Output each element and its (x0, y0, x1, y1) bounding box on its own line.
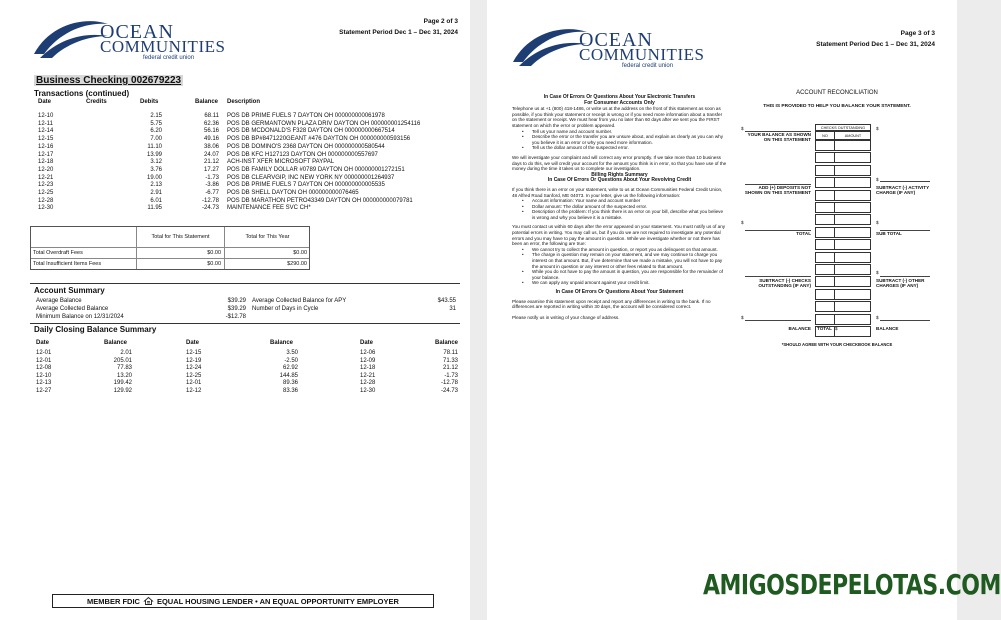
checks-grid-row[interactable] (815, 165, 871, 176)
wave-icon (509, 22, 589, 68)
account-title: Business Checking 002679223 (36, 75, 182, 86)
summary-value: 31 (449, 306, 456, 312)
tx-date: 12-16 (38, 143, 54, 150)
daily-date: 12-24 (186, 365, 202, 372)
entry-line (745, 230, 811, 231)
entry-line (880, 276, 930, 277)
tx-description: POS DB FAMILY DOLLAR #0789 DAYTON OH 000000001272151 (227, 166, 405, 173)
should-agree-note: *SHOULD AGREE WITH YOUR CHECKBOOK BALANCE (781, 342, 893, 347)
daily-balance: 83.36 (282, 388, 298, 394)
logo-fcu-text: federal credit union (143, 55, 195, 61)
dollar-sign: $ (876, 315, 879, 320)
tx-date: 12-18 (38, 159, 54, 166)
tx-description: POS DB BP#8471220GEANT #476 DAYTON OH 000000000593156 (227, 136, 411, 143)
tx-debit: 3.12 (150, 159, 162, 166)
daily-balance: 205.01 (113, 357, 132, 364)
daily-rule (30, 323, 460, 324)
tx-date: 12-23 (38, 182, 54, 189)
logo-fcu-text: federal credit union (622, 63, 674, 69)
grid-header-no: NO (822, 134, 828, 138)
entry-line (745, 131, 811, 132)
tx-debit: 19.00 (146, 174, 162, 181)
tx-debit: 11.95 (147, 205, 162, 212)
tx-description: POS DB SHELL DAYTON OH 000000000076465 (227, 190, 359, 196)
grid-header-row (815, 131, 871, 140)
checks-grid-row[interactable] (815, 239, 871, 250)
tx-balance: 56.16 (203, 128, 219, 135)
fees-row-year: $290.00 (224, 259, 310, 269)
checks-grid-row[interactable] (815, 202, 871, 213)
daily-balance: 78.11 (443, 350, 458, 356)
daily-header-balance: Balance (270, 340, 294, 346)
daily-balance: 144.85 (279, 372, 298, 379)
daily-date: 12-21 (360, 372, 376, 379)
tx-debit: 2.15 (150, 113, 162, 119)
summary-label: Minimum Balance on 12/31/2024 (36, 314, 124, 320)
col-header-credits: Credits (86, 99, 107, 105)
dollar-sign: $ (741, 315, 744, 320)
daily-balance: 62.92 (282, 365, 298, 372)
tx-date: 12-28 (38, 197, 54, 204)
tx-description: POS DB PRIME FUELS 7 DAYTON OH 000000000061978 (227, 113, 385, 119)
tx-date: 12-14 (38, 128, 54, 135)
daily-balance: 77.83 (116, 365, 132, 372)
daily-date: 12-01 (36, 357, 52, 364)
grid-header-checks: CHECKS OUTSTANDING (815, 124, 871, 131)
tx-date: 12-10 (38, 113, 54, 119)
daily-header-date: Date (360, 340, 374, 346)
daily-date: 12-10 (36, 372, 52, 379)
electronic-intro: Telephone us at +1 (800) 418-1486, or write us at the address on the front of this statement as soon as possible, if you think your statement or receipt is wrong or if you need more information about a transfer on the statement or receipt. We must hear from you no later than 60 days after we sent you the FIRST statement on which the error or problem appeared. (512, 106, 723, 128)
page-number: Page 3 of 3 (900, 30, 935, 37)
checks-grid-row[interactable] (815, 140, 871, 151)
consumer-accounts-title: For Consumer Accounts Only (584, 99, 655, 106)
daily-date: 12-08 (36, 365, 52, 372)
tx-description: ACH-INST XFER MICROSOFT PAYPAL (227, 159, 335, 166)
col-header-debits: Debits (140, 99, 159, 105)
fees-row-year: $0.00 (224, 248, 310, 258)
billing-bullet2: • The charge in question may remain on your statement, and we may continue to charge you interest on that amount. But, if we determine that we made a mistake, you will not have to pay the amount in question or any interest or other fees related to that amount. (512, 252, 727, 269)
tx-debit: 7.00 (150, 136, 162, 143)
daily-header-date: Date (186, 340, 200, 346)
daily-date: 12-30 (360, 388, 376, 394)
statement-period: Statement Period Dec 1 – Dec 31, 2024 (816, 41, 935, 48)
dollar-sign: $ (835, 326, 838, 331)
dollar-sign: $ (741, 220, 744, 225)
total-label: TOTAL (796, 231, 811, 236)
daily-date: 12-01 (36, 350, 52, 356)
balance-label: BALANCE (788, 326, 811, 331)
transactions-title: Transactions (continued) (34, 89, 130, 98)
disclosures-text (512, 95, 727, 320)
summary-value: $43.55 (437, 298, 456, 304)
tx-balance: 68.11 (204, 113, 219, 119)
fees-row-stmt: $0.00 (136, 259, 224, 269)
checks-grid-row[interactable] (815, 190, 871, 201)
entry-line (880, 181, 930, 182)
billing-bullet: • Account information: Your name and account number (512, 198, 727, 204)
electronic-bullet: • Tell us your name and account number. (512, 129, 727, 135)
checks-grid-row[interactable] (815, 289, 871, 300)
entry-line (745, 320, 811, 321)
checks-grid-row[interactable] (815, 276, 871, 287)
recon-subtitle: THIS IS PROVIDED TO HELP YOU BALANCE YOUR STATEMENT. (763, 104, 911, 109)
checks-grid-row[interactable] (815, 152, 871, 163)
tx-description: MAINTENANCE FEE SVC CH* (227, 205, 311, 212)
tx-debit: 11.10 (147, 143, 162, 150)
dollar-sign: $ (876, 270, 879, 275)
daily-balance: 3.50 (286, 350, 298, 356)
transactions-table (34, 99, 454, 214)
page-number: Page 2 of 3 (423, 18, 458, 25)
site-watermark: AMIGOSDEPELOTAS.COM (703, 570, 1001, 602)
tx-balance: 21.12 (203, 159, 219, 166)
summary-label: Average Collected Balance for APY (252, 298, 347, 304)
summary-value: -$12.78 (225, 314, 246, 320)
billing-bullet: • Dollar amount: The dollar amount of the suspected error. (512, 204, 727, 210)
summary-value: $39.29 (227, 298, 246, 304)
tx-balance: 24.07 (203, 151, 219, 158)
daily-date: 12-28 (360, 380, 376, 387)
daily-header-balance: Balance (104, 340, 128, 346)
daily-balance: -12.78 (440, 380, 458, 387)
checks-grid-row[interactable] (815, 227, 871, 238)
fees-table (30, 226, 310, 270)
tx-balance: 62.36 (203, 120, 219, 127)
daily-balance: 199.42 (113, 380, 132, 387)
billing-bullet2: • We can apply any unpaid amount against your credit limit. (512, 280, 727, 286)
tx-balance: 38.06 (203, 143, 219, 150)
daily-balance: 21.12 (442, 365, 458, 372)
change-of-address-text: Please notify us in writing of your change of address. (512, 314, 620, 320)
summary-label: Number of Days in Cycle (252, 306, 319, 312)
tx-date: 12-15 (38, 136, 54, 143)
daily-header-balance: Balance (434, 340, 458, 346)
tx-date: 12-20 (38, 166, 54, 173)
member-fdic-text: MEMBER FDIC (87, 596, 140, 606)
tx-balance: -12.78 (201, 197, 219, 204)
tx-debit: 6.01 (150, 197, 162, 204)
daily-balance: -24.73 (440, 388, 458, 394)
summary-value: $39.29 (227, 306, 246, 312)
tx-date: 12-17 (38, 151, 54, 158)
daily-date: 12-06 (360, 350, 376, 356)
logo-ocean-text: OCEAN (579, 29, 653, 51)
equal-housing-text: EQUAL HOUSING LENDER • AN EQUAL OPPORTUNITY EMPLOYER (156, 596, 399, 606)
fees-row-stmt: $0.00 (136, 248, 224, 258)
wave-icon (30, 14, 110, 60)
daily-date: 12-25 (186, 372, 202, 379)
tx-description: POS DB PRIME FUELS 7 DAYTON OH 000000000005535 (227, 182, 385, 189)
daily-date: 12-15 (186, 350, 202, 356)
daily-balance: 89.36 (282, 380, 298, 387)
statement-errors-title: In Case Of Errors Or Questions About Your Statement (555, 289, 684, 295)
col-header-date: Date (38, 99, 52, 105)
statement-page-3 (487, 0, 957, 620)
tx-debit: 2.13 (150, 182, 162, 189)
billing-middle: You must contact us within 60 days after the error appeared on your statement. You must notify us of any potential errors in writing. You may call us, but if you do we are not required to investigate any potential errors and you may have to pay the amount in question. While we investigate whether or not there has been an error, the following are true: (512, 224, 726, 247)
tx-balance: -6.77 (205, 190, 219, 196)
checks-grid-row[interactable] (815, 264, 871, 275)
add-deposits-label: ADD (+) DEPOSITS NOT SHOWN ON THIS STATEMENT (744, 185, 811, 196)
billing-rights-title: Billing Rights Summary (591, 171, 648, 178)
daily-date: 12-12 (186, 388, 202, 394)
billing-bullet2: • We cannot try to collect the amount in question, or report you as delinquent on that amount. (512, 247, 727, 253)
logo-communities-text: COMMUNITIES (100, 37, 226, 56)
tx-debit: 5.75 (150, 120, 162, 127)
statement-period: Statement Period Dec 1 – Dec 31, 2024 (339, 29, 458, 36)
account-summary (34, 298, 460, 324)
tx-date: 12-11 (38, 120, 53, 127)
final-balance-label: BALANCE (876, 326, 899, 331)
account-summary-title: Account Summary (34, 286, 105, 295)
tx-description: POS DB DOMINO'S 2368 DAYTON OH 000000000580544 (227, 143, 385, 150)
tx-debit: 6.20 (150, 128, 162, 135)
electronic-bullet: • Tell us the dollar amount of the suspected error. (512, 145, 727, 151)
billing-intro: If you think there is an error on your statement, write to us at Ocean Communities Federal Credit Union, 48 Alfred Road Sanford, ME 04073. In your letter, give us the following information: (512, 186, 723, 198)
daily-date: 12-18 (360, 365, 376, 372)
tx-description: POS DB CLEARVGIP, INC NEW YORK NY 000000001264937 (227, 174, 395, 181)
revolving-credit-title: In Case Of Errors Or Questions About Your Revolving Credit (547, 177, 692, 184)
daily-balance-title: Daily Closing Balance Summary (34, 325, 157, 334)
tx-description: POS DB MCDONALD'S F328 DAYTON OH 000000000667514 (227, 128, 395, 135)
recon-title: ACCOUNT RECONCILIATION (796, 90, 878, 96)
fees-header-statement: Total for This Statement (136, 227, 224, 247)
tx-debit: 2.91 (150, 190, 162, 196)
daily-balance: -1.73 (444, 372, 458, 379)
tx-description: POS DB MARATHON PETRO43349 DAYTON OH 000000000079781 (227, 197, 413, 204)
checks-grid-row[interactable] (815, 214, 871, 225)
col-header-balance: Balance (195, 99, 219, 105)
entry-line (745, 276, 811, 277)
equal-housing-icon (144, 597, 153, 605)
balance-as-shown-label: YOUR BALANCE AS SHOWN ON THIS STATEMENT (747, 132, 811, 143)
summary-label: Average Balance (36, 298, 82, 304)
billing-bullet2: • While you do not have to pay the amount in question, you are responsible for the remainder of your balance. (512, 269, 727, 280)
daily-balance-table (34, 340, 460, 400)
subtract-activity-label: SUBTRACT (-) ACTIVITY CHARGE (IF ANY) (876, 185, 930, 196)
daily-date: 12-27 (36, 388, 52, 394)
subtract-checks-label: SUBTRACT (-) CHECKS OUTSTANDING (IF ANY) (758, 278, 811, 289)
credit-union-logo (30, 14, 250, 60)
daily-date: 12-19 (186, 357, 202, 364)
tx-date: 12-21 (38, 174, 54, 181)
grid-header-amount: AMOUNT (844, 134, 862, 138)
tx-balance: -24.73 (201, 205, 219, 212)
daily-balance: 2.01 (120, 350, 132, 356)
logo-ocean-text: OCEAN (100, 21, 174, 43)
fees-row-label: Total Overdraft Fees (33, 250, 83, 256)
entry-line (745, 184, 811, 185)
daily-balance: 13.20 (116, 372, 132, 379)
tx-balance: -3.86 (205, 182, 219, 189)
checks-grid-row[interactable] (815, 314, 871, 325)
subtract-other-label: SUBTRACT (-) OTHER CHARGES (IF ANY) (876, 278, 925, 289)
tx-balance: 49.16 (203, 136, 219, 143)
tx-date: 12-30 (38, 205, 54, 212)
daily-header-date: Date (36, 340, 50, 346)
dollar-sign: $ (876, 220, 879, 225)
daily-date: 12-13 (36, 380, 52, 387)
tx-date: 12-25 (38, 190, 54, 196)
grid-total-label: TOTAL (817, 326, 832, 331)
credit-union-logo (509, 22, 729, 68)
dollar-sign: $ (876, 177, 879, 182)
fdic-footer (52, 594, 434, 608)
tx-debit: 3.76 (150, 166, 162, 173)
tx-description: POS DB KFC H127123 DAYTON OH 000000000557697 (227, 151, 378, 158)
electronic-errors-title: In Case Of Errors Or Questions About Your Electronic Transfers (543, 94, 696, 100)
checks-grid-row[interactable] (815, 177, 871, 188)
billing-bullet: • Description of the problem: If you think there is an error on your bill, describe what you believe is wrong and why you believe it is a mistake. (512, 209, 727, 220)
electronic-bullet: • Describe the error or the transfer you are unsure about, and explain as clearly as you can why you believe it is an error or why you need more information. (512, 134, 727, 145)
tx-debit: 13.99 (146, 151, 162, 158)
checks-grid-row[interactable] (815, 301, 871, 312)
statement-page-2 (0, 0, 470, 620)
daily-date: 12-09 (360, 357, 376, 364)
fees-header-year: Total for This Year (224, 227, 310, 247)
tx-balance: 17.27 (203, 166, 219, 173)
electronic-outro: We will investigate your complaint and will correct any error promptly. If we take more than 10 business days to do this, we will credit your account for the amount you think is in error, so that you have use of the money during the time it takes us to complete our investigation. (512, 154, 727, 172)
daily-date: 12-01 (186, 380, 202, 387)
daily-balance: -2.50 (284, 357, 298, 364)
tx-description: POS DB GERMANTOWN PLAZA DRIV DAYTON OH 000000001254116 (227, 120, 421, 127)
summary-label: Average Collected Balance (36, 306, 109, 312)
fees-row-label: Total Insufficient Items Fees (33, 261, 102, 267)
dollar-sign: $ (741, 126, 744, 131)
daily-balance: 71.33 (442, 357, 458, 364)
checks-grid-row[interactable] (815, 252, 871, 263)
entry-line (880, 320, 930, 321)
col-header-description: Description (227, 99, 261, 105)
summary-rule (30, 283, 460, 284)
statement-errors-text: Please examine this statement upon receipt and report any differences in writing to the bank. If no differences are reported in writing within 30 days, the account will be considered correct. (512, 298, 711, 310)
tx-balance: -1.73 (205, 174, 219, 181)
daily-balance: 129.92 (113, 388, 132, 394)
logo-communities-text: COMMUNITIES (579, 45, 705, 64)
dollar-sign: $ (876, 126, 879, 131)
sub-total-label: SUB TOTAL (876, 231, 902, 236)
